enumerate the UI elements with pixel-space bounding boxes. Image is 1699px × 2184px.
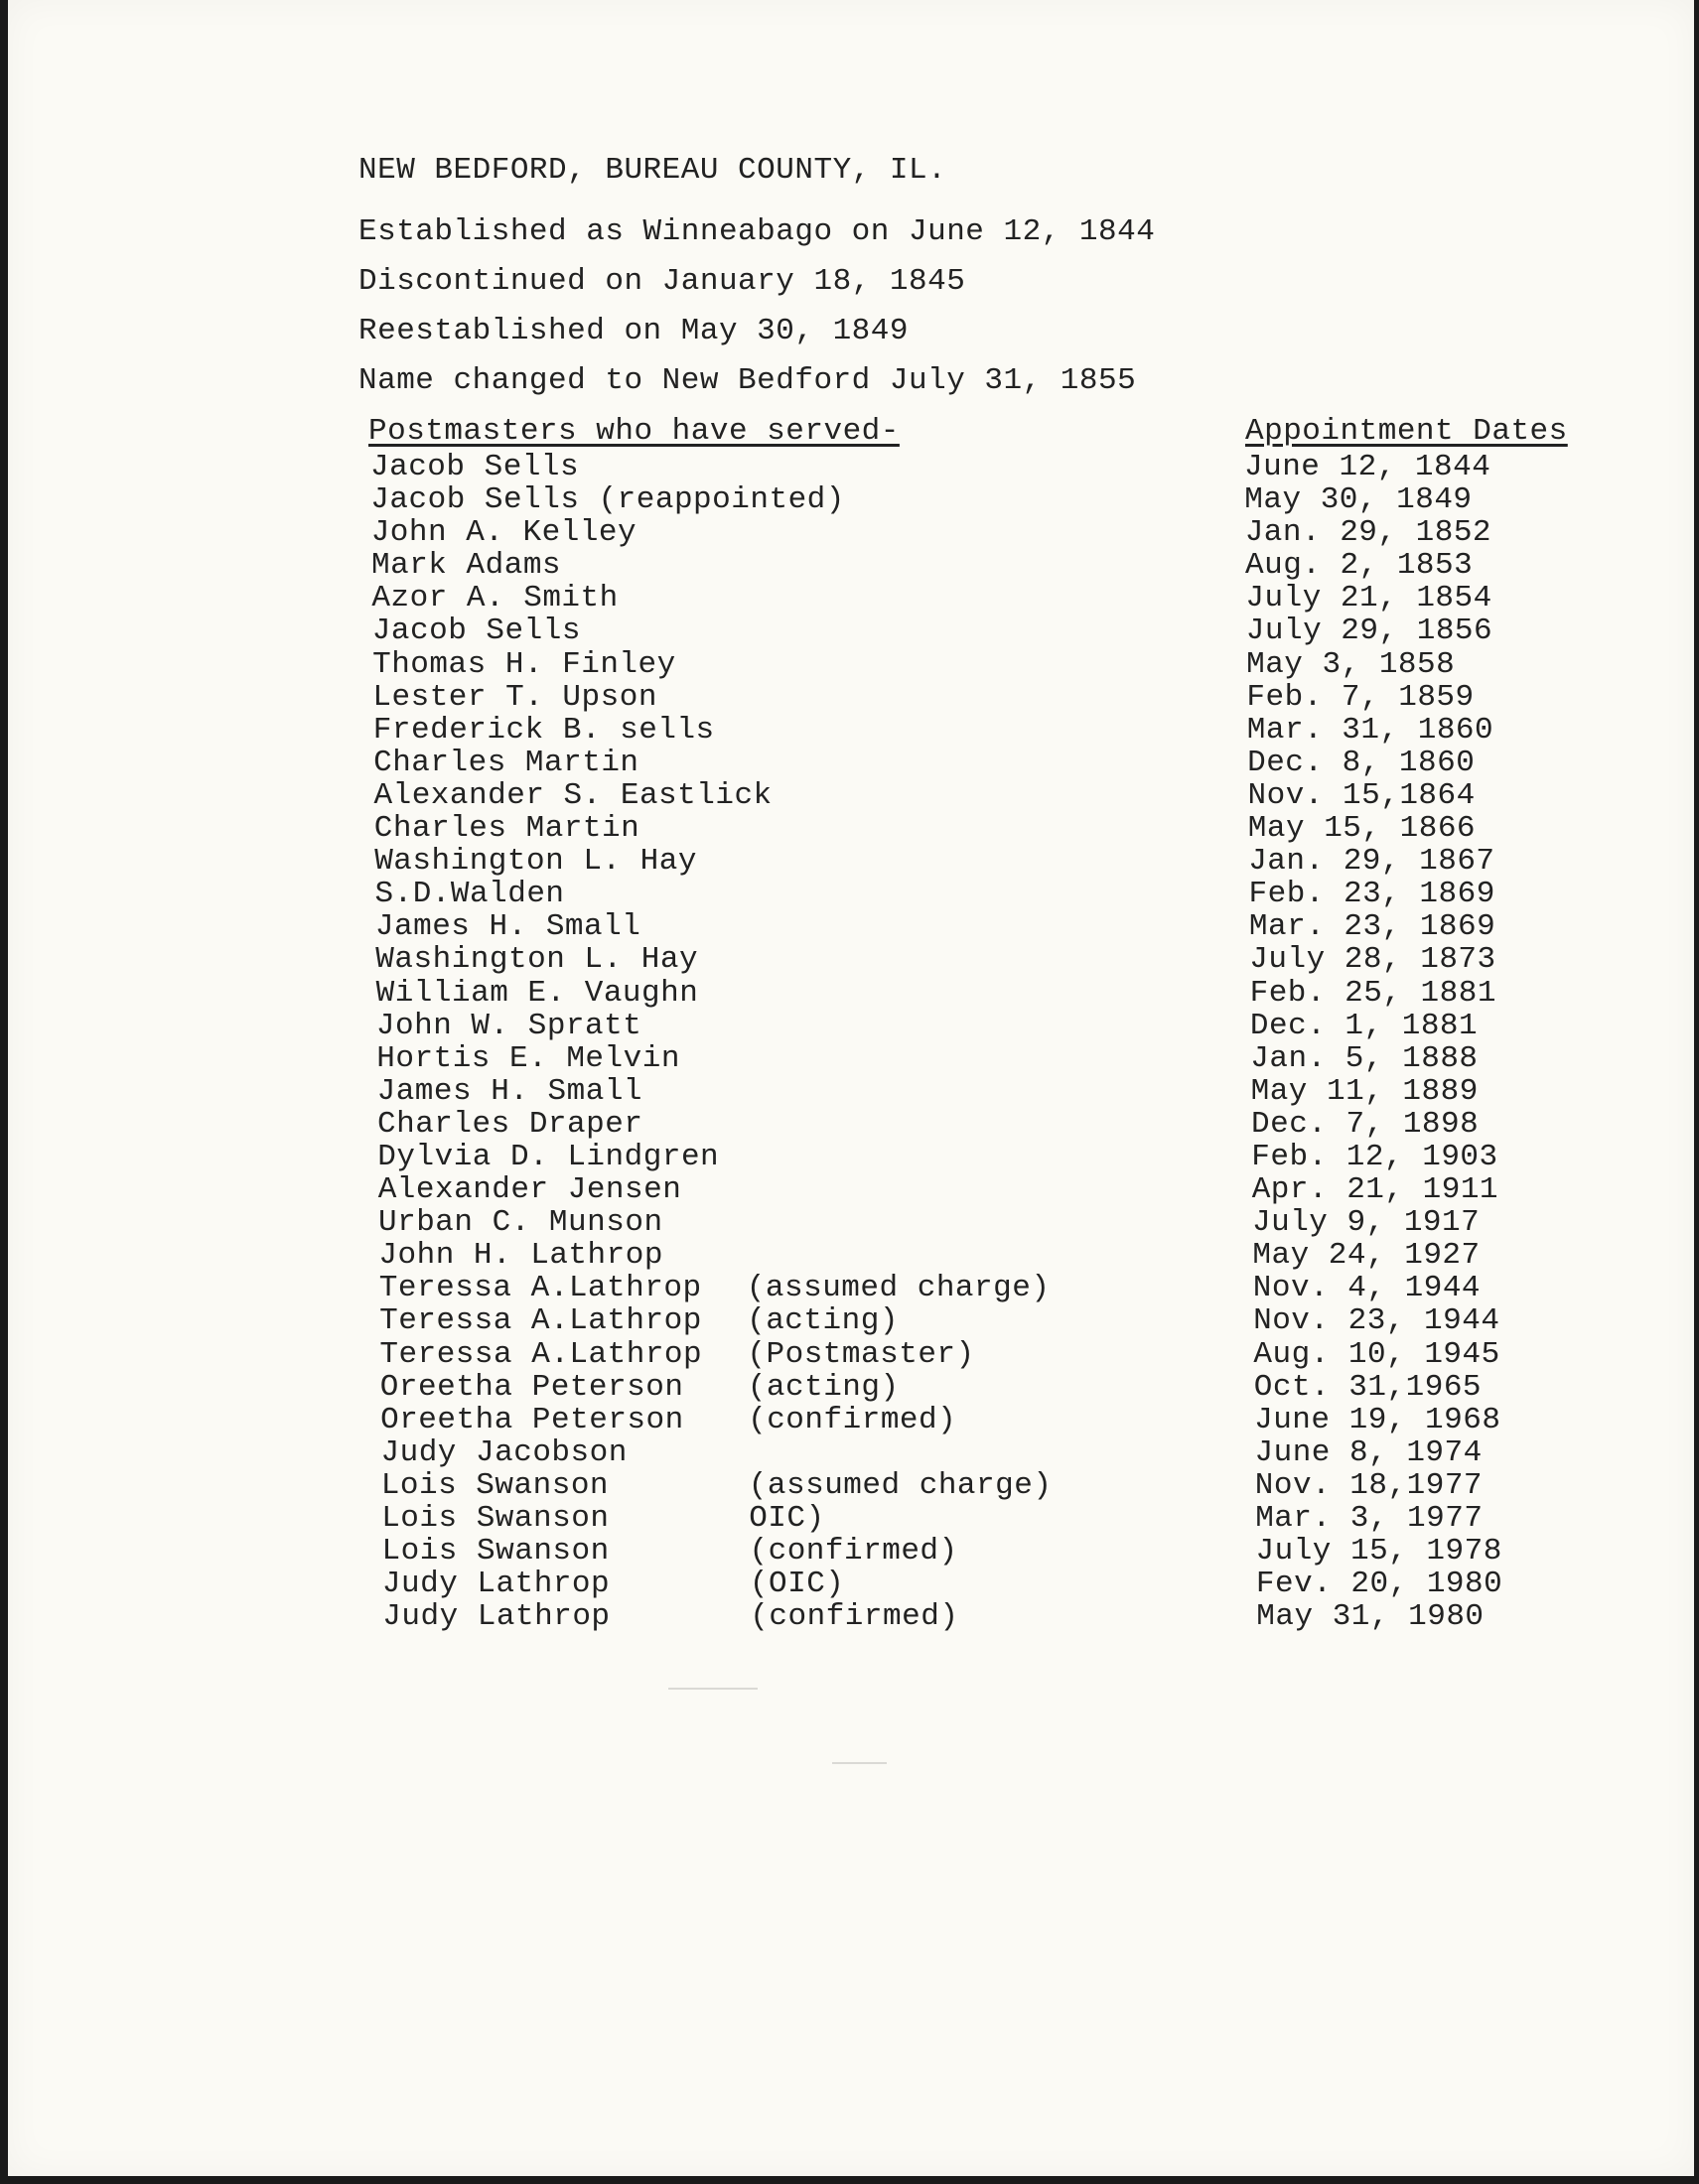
appointment-date: Nov. 4, 1944 bbox=[1252, 1271, 1482, 1306]
list-item bbox=[374, 779, 1603, 812]
postmaster-name: Teressa A.Lathrop bbox=[379, 1303, 702, 1339]
list-item bbox=[382, 1535, 1603, 1568]
postmaster-name: Hortis E. Melvin bbox=[376, 1040, 680, 1076]
list-item bbox=[376, 1010, 1602, 1042]
postmaster-name: Alexander Jensen bbox=[377, 1172, 682, 1208]
postmaster-name: William E. Vaughn bbox=[375, 975, 699, 1011]
list-item bbox=[379, 1304, 1602, 1337]
dates-column-header: Appointment Dates bbox=[1245, 414, 1568, 449]
postmaster-name: Teressa A.Lathrop bbox=[379, 1336, 703, 1372]
appointment-date: May 30, 1849 bbox=[1244, 482, 1473, 518]
postmaster-name: Lois Swanson bbox=[381, 1501, 610, 1536]
appointment-date: Mar. 31, 1860 bbox=[1246, 712, 1494, 748]
appointment-date: June 19, 1968 bbox=[1254, 1402, 1501, 1437]
list-item bbox=[376, 1042, 1602, 1075]
list-item bbox=[374, 845, 1602, 878]
postmaster-name: Azor A. Smith bbox=[371, 581, 619, 616]
list-item bbox=[375, 943, 1602, 976]
history-established: Established as Winneabago on June 12, 1844 bbox=[358, 214, 1156, 249]
appointment-date: May 24, 1927 bbox=[1252, 1238, 1481, 1274]
appointment-date: July 21, 1854 bbox=[1245, 581, 1492, 616]
list-item bbox=[377, 1108, 1602, 1141]
postmaster-name: Charles Martin bbox=[373, 745, 639, 780]
appointment-date: June 12, 1844 bbox=[1244, 450, 1491, 484]
postmaster-status-note: (acting) bbox=[747, 1369, 900, 1405]
appointment-date: Oct. 31,1965 bbox=[1253, 1369, 1483, 1405]
appointment-date: Feb. 25, 1881 bbox=[1249, 975, 1496, 1011]
list-item bbox=[378, 1173, 1602, 1206]
appointment-date: Jan. 29, 1852 bbox=[1244, 515, 1492, 551]
postmaster-name: John H. Lathrop bbox=[378, 1238, 663, 1274]
postmaster-name: Oreetha Peterson bbox=[380, 1402, 684, 1437]
postmaster-name: Urban C. Munson bbox=[378, 1205, 663, 1241]
list-item bbox=[375, 878, 1603, 910]
list-item bbox=[381, 1502, 1602, 1535]
appointment-date: Feb. 12, 1903 bbox=[1251, 1139, 1498, 1174]
postmaster-name: Judy Jacobson bbox=[380, 1434, 628, 1470]
list-item bbox=[381, 1436, 1603, 1469]
postmaster-name: Washington L. Hay bbox=[374, 844, 697, 880]
postmaster-status-note: (OIC) bbox=[749, 1567, 845, 1602]
appointment-date: May 11, 1889 bbox=[1250, 1073, 1479, 1109]
appointment-date: May 3, 1858 bbox=[1246, 646, 1456, 682]
postmaster-name: Judy Lathrop bbox=[382, 1599, 611, 1635]
list-item bbox=[377, 1141, 1602, 1173]
list-item bbox=[378, 1206, 1602, 1239]
list-item bbox=[380, 1371, 1602, 1404]
list-item bbox=[376, 977, 1602, 1010]
list-item bbox=[377, 1075, 1602, 1108]
list-item bbox=[373, 714, 1602, 747]
list-item bbox=[370, 483, 1602, 516]
appointment-date: June 8, 1974 bbox=[1254, 1434, 1483, 1470]
postmaster-name: Jacob Sells bbox=[370, 450, 580, 484]
list-item bbox=[373, 747, 1602, 779]
postmaster-name: Lois Swanson bbox=[381, 1534, 610, 1570]
postmaster-name: Charles Draper bbox=[377, 1106, 643, 1142]
appointment-date: Mar. 3, 1977 bbox=[1255, 1501, 1484, 1536]
list-item bbox=[381, 1469, 1602, 1502]
paper-smudge bbox=[832, 1762, 887, 1764]
postmaster-name: James H. Small bbox=[376, 1073, 643, 1109]
postmaster-name: Charles Martin bbox=[373, 811, 640, 847]
appointment-date: July 9, 1917 bbox=[1252, 1205, 1481, 1241]
list-item bbox=[374, 812, 1602, 845]
postmaster-name: Alexander S. Eastlick bbox=[373, 777, 773, 813]
postmaster-name: John A. Kelley bbox=[370, 515, 637, 551]
list-item bbox=[372, 648, 1602, 681]
list-item bbox=[382, 1600, 1602, 1633]
document-header bbox=[358, 154, 1155, 414]
appointment-date: July 28, 1873 bbox=[1249, 942, 1496, 978]
list-item bbox=[375, 910, 1602, 943]
postmaster-name: Jacob Sells bbox=[371, 614, 581, 649]
postmaster-status-note: (Postmaster) bbox=[747, 1336, 975, 1372]
postmaster-status-note: (assumed charge) bbox=[748, 1467, 1053, 1503]
list-item bbox=[370, 451, 1602, 483]
appointment-date: Nov. 18,1977 bbox=[1254, 1467, 1484, 1503]
appointment-date: Dec. 8, 1860 bbox=[1247, 745, 1476, 780]
postmaster-name: Mark Adams bbox=[371, 548, 562, 584]
appointment-date: Apr. 21, 1911 bbox=[1251, 1172, 1499, 1208]
appointment-date: Mar. 23, 1869 bbox=[1248, 909, 1496, 945]
postmaster-name: James H. Small bbox=[374, 909, 641, 945]
page-title: NEW BEDFORD, BUREAU COUNTY, IL. bbox=[358, 153, 947, 188]
postmaster-name: S.D.Walden bbox=[374, 877, 565, 912]
history-discontinued: Discontinued on January 18, 1845 bbox=[358, 264, 966, 299]
postmaster-name: Judy Lathrop bbox=[381, 1567, 611, 1602]
postmasters-column-header: Postmasters who have served- bbox=[368, 414, 900, 449]
postmaster-name: Frederick B. sells bbox=[372, 712, 715, 748]
postmaster-status-note: (assumed charge) bbox=[746, 1271, 1051, 1306]
history-name-changed: Name changed to New Bedford July 31, 1855 bbox=[358, 363, 1137, 398]
postmaster-name: Teressa A.Lathrop bbox=[378, 1271, 702, 1306]
appointment-date: Dec. 7, 1898 bbox=[1251, 1106, 1480, 1142]
appointment-date: Jan. 5, 1888 bbox=[1250, 1040, 1479, 1076]
postmaster-name: Dylvia D. Lindgren bbox=[377, 1139, 720, 1174]
list-item bbox=[372, 681, 1602, 714]
appointment-date: May 15, 1866 bbox=[1247, 811, 1477, 847]
history-reestablished: Reestablished on May 30, 1849 bbox=[358, 314, 909, 348]
postmaster-name: Oreetha Peterson bbox=[379, 1369, 684, 1405]
postmaster-name: John W. Spratt bbox=[375, 1008, 642, 1043]
appointment-date: July 15, 1978 bbox=[1255, 1534, 1502, 1570]
appointment-date: Fev. 20, 1980 bbox=[1255, 1567, 1503, 1602]
postmaster-list bbox=[370, 451, 1602, 1633]
appointment-date: July 29, 1856 bbox=[1245, 614, 1493, 649]
appointment-date: Jan. 29, 1867 bbox=[1248, 844, 1495, 880]
postmaster-name: Thomas H. Finley bbox=[372, 646, 676, 682]
postmaster-name: Lois Swanson bbox=[380, 1467, 610, 1503]
postmaster-status-note: OIC) bbox=[749, 1501, 825, 1536]
list-item bbox=[380, 1404, 1602, 1436]
list-item bbox=[372, 614, 1602, 647]
appointment-date: Nov. 23, 1944 bbox=[1253, 1303, 1500, 1339]
list-item bbox=[371, 549, 1602, 582]
list-item bbox=[382, 1568, 1602, 1600]
appointment-date: May 31, 1980 bbox=[1256, 1599, 1485, 1635]
list-item bbox=[379, 1272, 1602, 1304]
appointment-date: Dec. 1, 1881 bbox=[1249, 1008, 1479, 1043]
postmaster-status-note: (acting) bbox=[747, 1303, 899, 1339]
list-item bbox=[378, 1239, 1602, 1272]
appointment-date: Nov. 15,1864 bbox=[1247, 777, 1476, 813]
list-item bbox=[371, 516, 1602, 549]
appointment-date: Aug. 10, 1945 bbox=[1253, 1336, 1500, 1372]
list-item bbox=[371, 582, 1602, 614]
appointment-date: Feb. 23, 1869 bbox=[1248, 877, 1495, 912]
appointment-date: Aug. 2, 1853 bbox=[1245, 548, 1474, 584]
postmaster-name: Jacob Sells (reappointed) bbox=[370, 482, 845, 518]
paper-sheet bbox=[8, 0, 1694, 2176]
postmaster-name: Washington L. Hay bbox=[375, 942, 699, 978]
appointment-date: Feb. 7, 1859 bbox=[1246, 679, 1475, 715]
postmaster-status-note: (confirmed) bbox=[748, 1402, 957, 1437]
postmaster-status-note: (confirmed) bbox=[750, 1599, 959, 1635]
postmaster-status-note: (confirmed) bbox=[749, 1534, 958, 1570]
list-item bbox=[379, 1338, 1602, 1371]
postmaster-name: Lester T. Upson bbox=[372, 679, 657, 715]
paper-smudge bbox=[668, 1688, 758, 1690]
